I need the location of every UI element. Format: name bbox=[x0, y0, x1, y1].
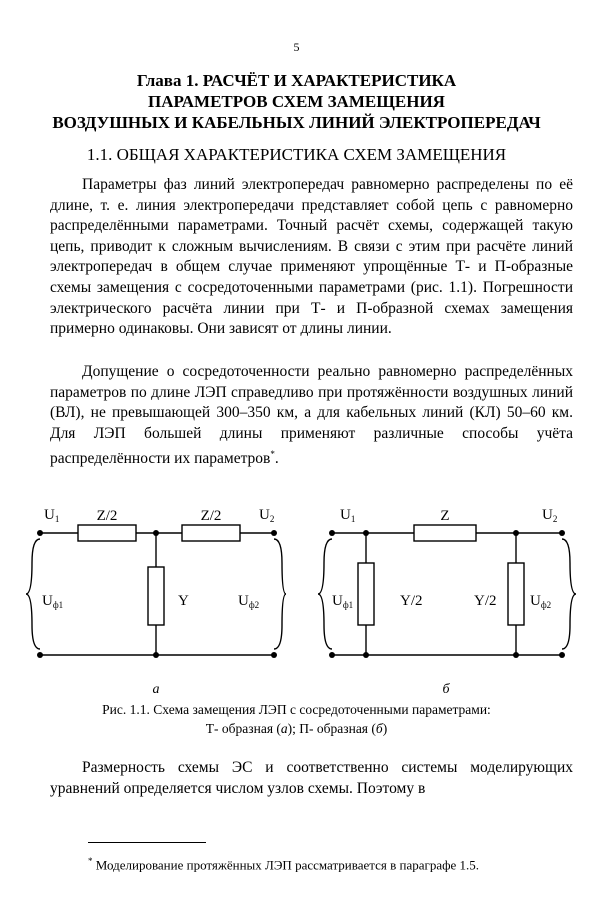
label-uf1-sub: ф1 bbox=[52, 600, 64, 610]
resistor-z bbox=[414, 525, 476, 541]
svg-text:Uф2 bbox=[530, 593, 551, 610]
footnote bbox=[88, 856, 568, 873]
label-u1-sub: 1 bbox=[54, 514, 60, 524]
admittance-y-half-left bbox=[358, 563, 374, 625]
label-uf1: U bbox=[42, 593, 53, 609]
svg-text:U2 bbox=[259, 507, 274, 524]
circuit-b-label: б bbox=[442, 682, 450, 697]
label-u2: U bbox=[542, 507, 553, 523]
admittance-y bbox=[148, 567, 164, 625]
label-z: Z bbox=[440, 508, 450, 524]
footnote-marker: * bbox=[270, 449, 275, 460]
svg-text:Uф1 bbox=[42, 593, 63, 610]
resistor-z-half-right bbox=[182, 525, 240, 541]
label-u1-sub: 1 bbox=[350, 514, 356, 524]
label-y: Y bbox=[178, 593, 189, 609]
label-uf1: U bbox=[332, 593, 343, 609]
brace-right bbox=[274, 539, 286, 649]
paragraph-3 bbox=[50, 758, 573, 799]
label-u2-sub: 2 bbox=[552, 514, 558, 524]
circuit-a-label: а bbox=[152, 682, 160, 697]
page-number: 5 bbox=[293, 40, 300, 54]
label-u2-sub: 2 bbox=[269, 514, 275, 524]
footnote-rule bbox=[88, 842, 206, 843]
label-u1: U bbox=[340, 507, 351, 523]
svg-text:Uф2 bbox=[238, 593, 259, 610]
svg-text:U1 bbox=[340, 507, 355, 524]
chapter-title-line3: ВОЗДУШНЫХ И КАБЕЛЬНЫХ ЛИНИЙ ЭЛЕКТРОПЕРЕДАЧ bbox=[52, 113, 541, 132]
chapter-title-line1: Глава 1. РАСЧЁТ И ХАРАКТЕРИСТИКА bbox=[136, 71, 457, 90]
chapter-title-line2: ПАРАМЕТРОВ СХЕМ ЗАМЕЩЕНИЯ bbox=[148, 92, 445, 111]
resistor-z-half-left bbox=[78, 525, 136, 541]
svg-text:Uф1 bbox=[332, 593, 353, 610]
figure-caption-line1: Рис. 1.1. Схема замещения ЛЭП с сосредоточенными параметрами: bbox=[102, 702, 491, 717]
label-uf1-sub: ф1 bbox=[342, 600, 354, 610]
circuit-pi-shaped bbox=[318, 505, 578, 675]
circuit-t-shaped bbox=[26, 505, 286, 675]
label-uf2: U bbox=[530, 593, 541, 609]
brace-left bbox=[318, 539, 332, 649]
section-title: 1.1. ОБЩАЯ ХАРАКТЕРИСТИКА СХЕМ ЗАМЕЩЕНИЯ bbox=[86, 145, 507, 164]
label-u1: U bbox=[44, 507, 55, 523]
svg-text:U2 bbox=[542, 507, 557, 524]
label-z-half-left: Z/2 bbox=[96, 508, 118, 524]
paragraph-2: Допущение о сосредоточенности реально равномерно распределённых параметров по длине ЛЭП справедливо при протяжённости воздушных линий (ВЛ), не превышающей 300–350 км, а для кабельных линий (КЛ) 50–60 км. Для ЛЭП большей длины применяют различные способы учёта распределённости их параметров*. bbox=[50, 363, 573, 468]
label-uf2: U bbox=[238, 593, 249, 609]
footnote-text: Моделирование протяжённых ЛЭП рассматривается в параграфе 1.5. bbox=[95, 857, 480, 873]
label-z-half-right: Z/2 bbox=[200, 508, 222, 524]
paragraph-2-text: Допущение о сосредоточенности реально равномерно распределённых параметров по длине ЛЭП справедливо при протяжённости воздушных линий (ВЛ), не превышающей 300–350 км, а для кабельных линий (КЛ) 50–60 км. Для ЛЭП большей длины применяют различные способы учёта распределённости их параметров bbox=[50, 363, 573, 468]
figure-caption bbox=[40, 700, 553, 738]
svg-text:U1 bbox=[44, 507, 59, 524]
label-uf2-sub: ф2 bbox=[248, 600, 260, 610]
label-u2: U bbox=[259, 507, 270, 523]
brace-left bbox=[26, 539, 40, 649]
brace-right bbox=[562, 539, 576, 649]
admittance-y-half-right bbox=[508, 563, 524, 625]
label-y-half-right: Y/2 bbox=[474, 593, 497, 609]
figure-caption-line2: Т- образная (а); П- образная (б) bbox=[205, 721, 388, 736]
paragraph-1 bbox=[50, 175, 573, 340]
label-y-half-left: Y/2 bbox=[400, 593, 423, 609]
label-uf2-sub: ф2 bbox=[540, 600, 552, 610]
paragraph-1-text: Параметры фаз линий электропередач равномерно распределены по её длине, т. е. линия электропередачи представляет собой цепь с равномерно распределёнными параметрами. Точный расчёт схемы, содержащей такую цепь, приводит к сложным вычислениям. В связи с этим при расчёте линий электропередач в общем случае применяют упрощённые Т- и П-образные схемы замещения с сосредоточенными параметрами (рис. 1.1). Погрешности электрического расчёта линии при Т- и П-образной схемах замещения примерно одинаковы. Они зависят от длины линии. bbox=[50, 176, 573, 338]
paragraph-3-text: Размерность схемы ЭС и соответственно системы моделирующих уравнений определяется числом узлов схемы. Поэтому в bbox=[50, 759, 573, 797]
footnote-star: * bbox=[88, 856, 93, 866]
